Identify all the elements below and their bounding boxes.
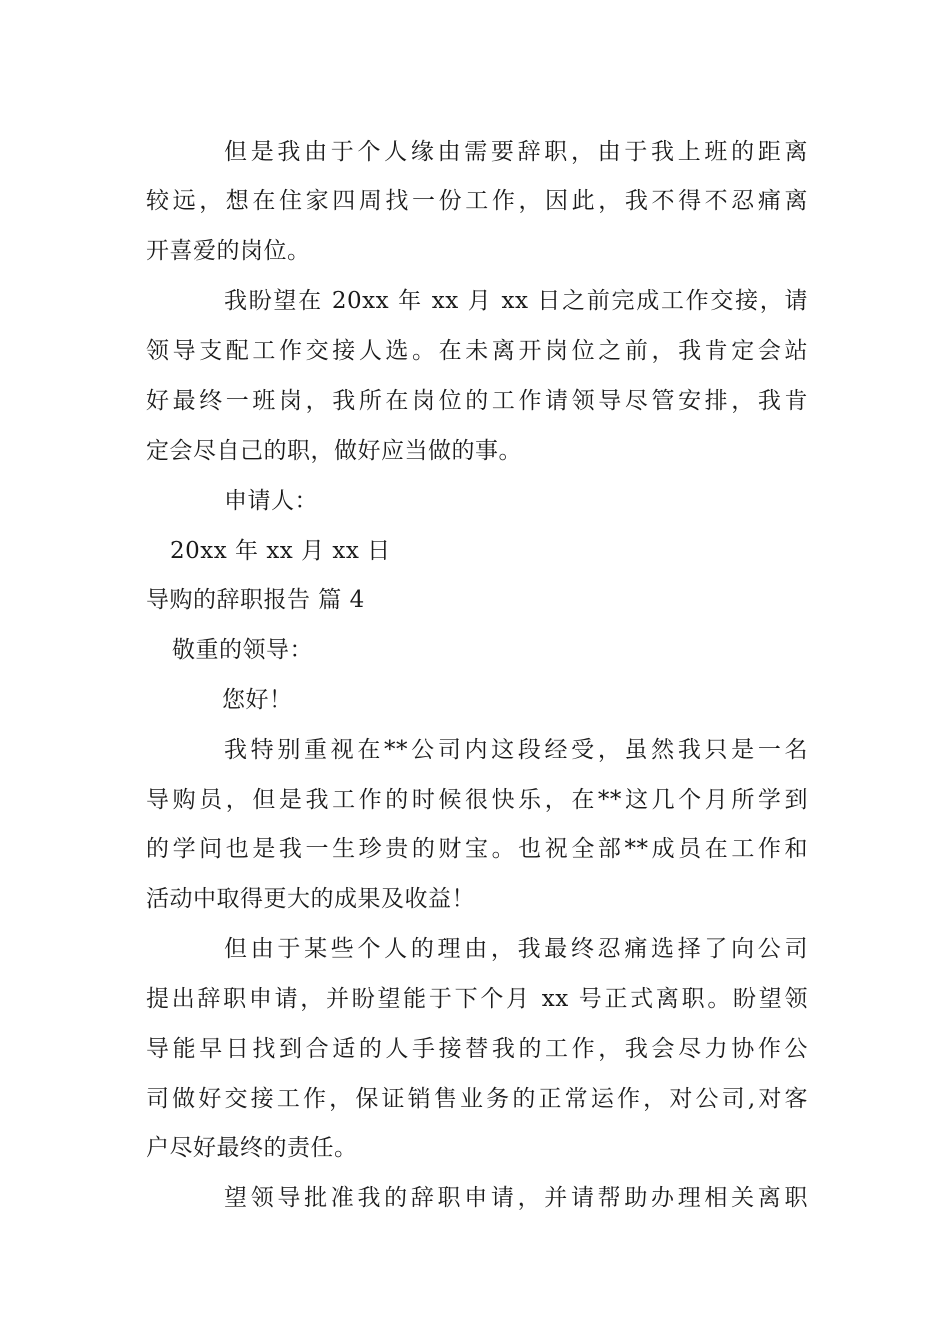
paragraph-3-line-2: 导购员，但是我工作的时候很快乐，在**这几个月所学到 — [146, 787, 808, 813]
paragraph-4-line-4: 司做好交接工作，保证销售业务的正常运作，对公司,对客 — [146, 1086, 808, 1112]
section-title: 导购的辞职报告 篇 4 — [146, 587, 365, 613]
paragraph-1-line-3: 开喜爱的岗位。 — [146, 238, 311, 264]
paragraph-4-line-2: 提出辞职申请，并盼望能于下个月 xx 号正式离职。盼望领 — [146, 986, 808, 1012]
salutation: 敬重的领导： — [172, 637, 313, 663]
paragraph-4-line-3: 导能早日找到合适的人手接替我的工作，我会尽力协作公 — [146, 1036, 808, 1062]
paragraph-3-line-1: 我特别重视在**公司内这段经受，虽然我只是一名 — [224, 737, 808, 763]
paragraph-5-line-1: 望领导批准我的辞职申请，并请帮助办理相关离职 — [224, 1185, 808, 1211]
paragraph-4-line-1: 但由于某些个人的理由，我最终忍痛选择了向公司 — [224, 936, 808, 962]
paragraph-4-line-5: 户尽好最终的责任。 — [146, 1135, 358, 1161]
greeting: 您好！ — [222, 687, 293, 713]
applicant-label: 申请人： — [224, 488, 318, 514]
paragraph-1-line-1: 但是我由于个人缘由需要辞职，由于我上班的距离 — [224, 139, 808, 165]
paragraph-2-line-1: 我盼望在 20xx 年 xx 月 xx 日之前完成工作交接，请 — [224, 288, 808, 314]
paragraph-1-line-2: 较远，想在住家四周找一份工作，因此，我不得不忍痛离 — [146, 188, 808, 214]
paragraph-3-line-3: 的学问也是我一生珍贵的财宝。也祝全部**成员在工作和 — [146, 836, 808, 862]
paragraph-2-line-4: 定会尽自己的职，做好应当做的事。 — [146, 438, 522, 464]
paragraph-3-line-4: 活动中取得更大的成果及收益！ — [146, 886, 475, 912]
paragraph-2-line-3: 好最终一班岗，我所在岗位的工作请领导尽管安排，我肯 — [146, 388, 808, 414]
paragraph-2-line-2: 领导支配工作交接人选。在未离开岗位之前，我肯定会站 — [146, 338, 808, 364]
date-line: 20xx 年 xx 月 xx 日 — [170, 538, 391, 564]
